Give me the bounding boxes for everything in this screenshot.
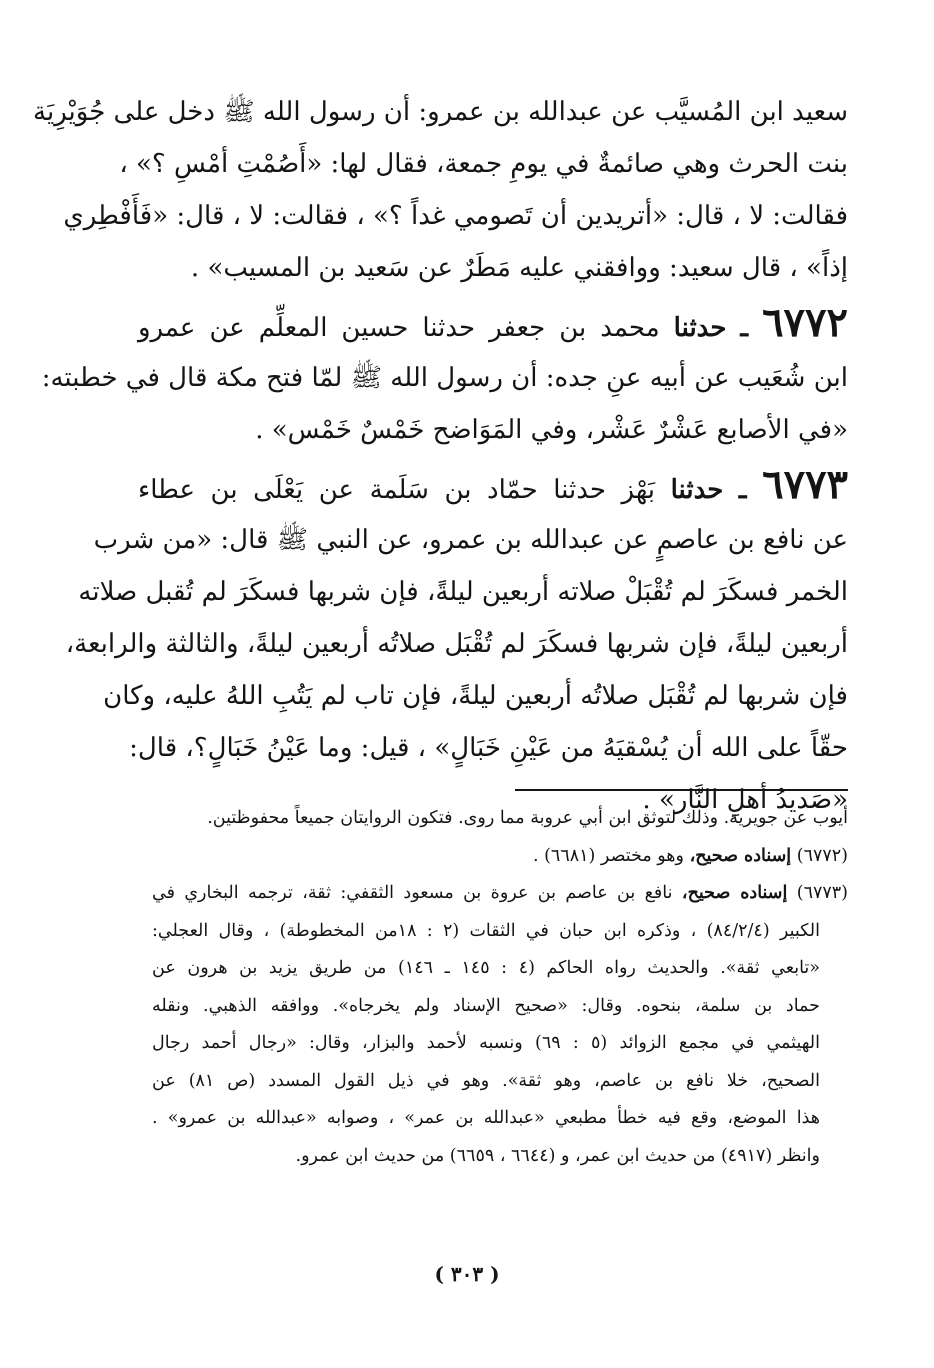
page-number: ( ٣٠٣ ) xyxy=(434,1262,500,1286)
footnote-6773-line-2: «تابعي ثقة». والحديث رواه الحاكم (٤ : ١٤٥ ـ ١٤٦) من طريق يزيد بن هرون عن xyxy=(152,958,820,978)
hadith-6773-line-5: حقّاً على الله أن يُسْقيَهُ من عَيْنِ خَبَالٍ» ، قيل: وما عَيْنُ خَبَالٍ؟، قال: xyxy=(129,733,848,763)
hadith-6773-number: ٦٧٧٣ xyxy=(762,461,849,508)
footnote-6773-line-7: وانظر (٤٩١٧) من حديث ابن عمر، و (٦٦٤٤ ، ٦٦٥٩) من حديث ابن عمرو. xyxy=(295,1145,820,1166)
footnotes xyxy=(152,800,848,1175)
footnote-6772-ref: (٦٧٧٢) xyxy=(796,845,848,866)
hadith-6772-dash: ـ xyxy=(740,313,749,343)
intro-line-2: بنت الحرث وهي صائمةٌ في يومِ جمعة، فقال لها: «أَصُمْتِ أمْسِ ؟» ، xyxy=(119,149,848,179)
hadith-6772-number: ٦٧٧٢ xyxy=(762,299,848,346)
hadith-6773-line-1: عن نافع بن عاصمٍ عن عبدالله بن عمرو، عن النبي ﷺ قال: «من شرب xyxy=(93,525,848,555)
footnote-6773-first-rest: نافع بن عاصم بن عروة بن مسعود الثقفي: ثقة، ترجمه البخاري في xyxy=(152,883,673,903)
hadith-6773-line-3: أربعين ليلةً، فإن شربها فسكَرَ لم تُقْبَل صلاتُه أربعين ليلةً، والثالثة والرابعة، xyxy=(65,629,848,659)
hadith-6772-line-2: «في الأصابع عَشْرٌ عَشْر، وفي المَوَاضح خَمْسٌ خَمْس» . xyxy=(255,415,848,445)
hadith-6773-head-rest: بَهْز حدثنا حمّاد بن سَلَمة عن يَعْلَى بن عطاء xyxy=(138,475,656,505)
intro-line-3: فقالت: لا ، قال: «أتريدين أن تَصومي غداً ؟» ، فقالت: لا ، قال: «فَأَفْطِري xyxy=(63,201,848,231)
hadith-6773-line-6: «صَديدُ أهلِ النَّار» . xyxy=(642,785,848,815)
footnote-6772-bold: إسناده صحيح، xyxy=(689,845,792,866)
footnote-6773-ref: (٦٧٧٣) xyxy=(796,883,848,903)
footnote-separator xyxy=(515,789,848,791)
footnote-6772-rest: وهو مختصر (٦٦٨١) . xyxy=(532,845,684,866)
main-text xyxy=(33,86,849,826)
footnote-6773-line-1: الكبير (٨٤/٢/٤) ، وذكره ابن حبان في الثقات (٢ : ١٨من المخطوطة) ، وقال العجلي: xyxy=(152,920,820,941)
footnote-6773-bold: إسناده صحيح، xyxy=(681,883,788,903)
footnote-6773-line-5: الصحيح، خلا نافع بن عاصم، وهو ثقة». وهو في ذيل القول المسدد (ص ٨١) عن xyxy=(152,1070,821,1091)
intro-line-1: سعيد ابن المُسيَّب عن عبدالله بن عمرو: أن رسول الله ﷺ دخل على جُوَيْرِيَة xyxy=(33,97,848,127)
hadith-6772-head-rest: محمد بن جعفر حدثنا حسين المعلِّم عن عمرو xyxy=(138,313,660,343)
hadith-6773-heading xyxy=(138,456,848,514)
hadith-6773-head-word: حدثنا xyxy=(670,475,724,505)
intro-line-4: إذاً» ، قال سعيد: ووافقني عليه مَطَرٌ عن سَعيد بن المسيب» . xyxy=(190,253,848,283)
footnote-6773-line-4: الهيثمي في مجمع الزوائد (٥ : ٦٩) ونسبه لأحمد والبزار، وقال: «رجال أحمد رجال xyxy=(152,1033,820,1053)
footnote-6773-line-6: هذا الموضع، وقع فيه خطأ مطبعي «عبدالله بن عمر» ، وصوابه «عبدالله بن عمرو» . xyxy=(152,1108,820,1128)
hadith-6773-line-4: فإن شربها لم تُقْبَل صلاتُه أربعين ليلةً، فإن تاب لم يَتُبِ اللهُ عليه، وكان xyxy=(103,681,848,711)
hadith-6772-heading xyxy=(138,294,848,352)
footnote-6773-first-line xyxy=(152,875,848,913)
hadith-6772-line-1: ابن شُعَيب عن أبيه عنِ جده: أن رسول الله ﷺ لمّا فتح مكة قال في خطبته: xyxy=(41,363,848,393)
footnote-6772 xyxy=(152,838,848,876)
hadith-6773-line-2: الخمر فسكَرَ لم تُقْبَلْ صلاته أربعين ليلةً، فإن شربها فسكَرَ لم تُقبل صلاته xyxy=(78,577,848,607)
footnote-6773-line-3: حماد بن سلمة، بنحوه. وقال: «صحيح الإسناد ولم يخرجاه». ووافقه الذهبي. ونقله xyxy=(152,995,820,1016)
hadith-6772-head-word: حدثنا xyxy=(673,313,727,343)
footnote-carryover: أيوب عن جويرية. وذلك لتوثق ابن أبي عروبة مما روى. فتكون الروايتان جميعاً محفوظتين. xyxy=(207,808,848,828)
hadith-6773-dash: ـ xyxy=(738,475,747,505)
